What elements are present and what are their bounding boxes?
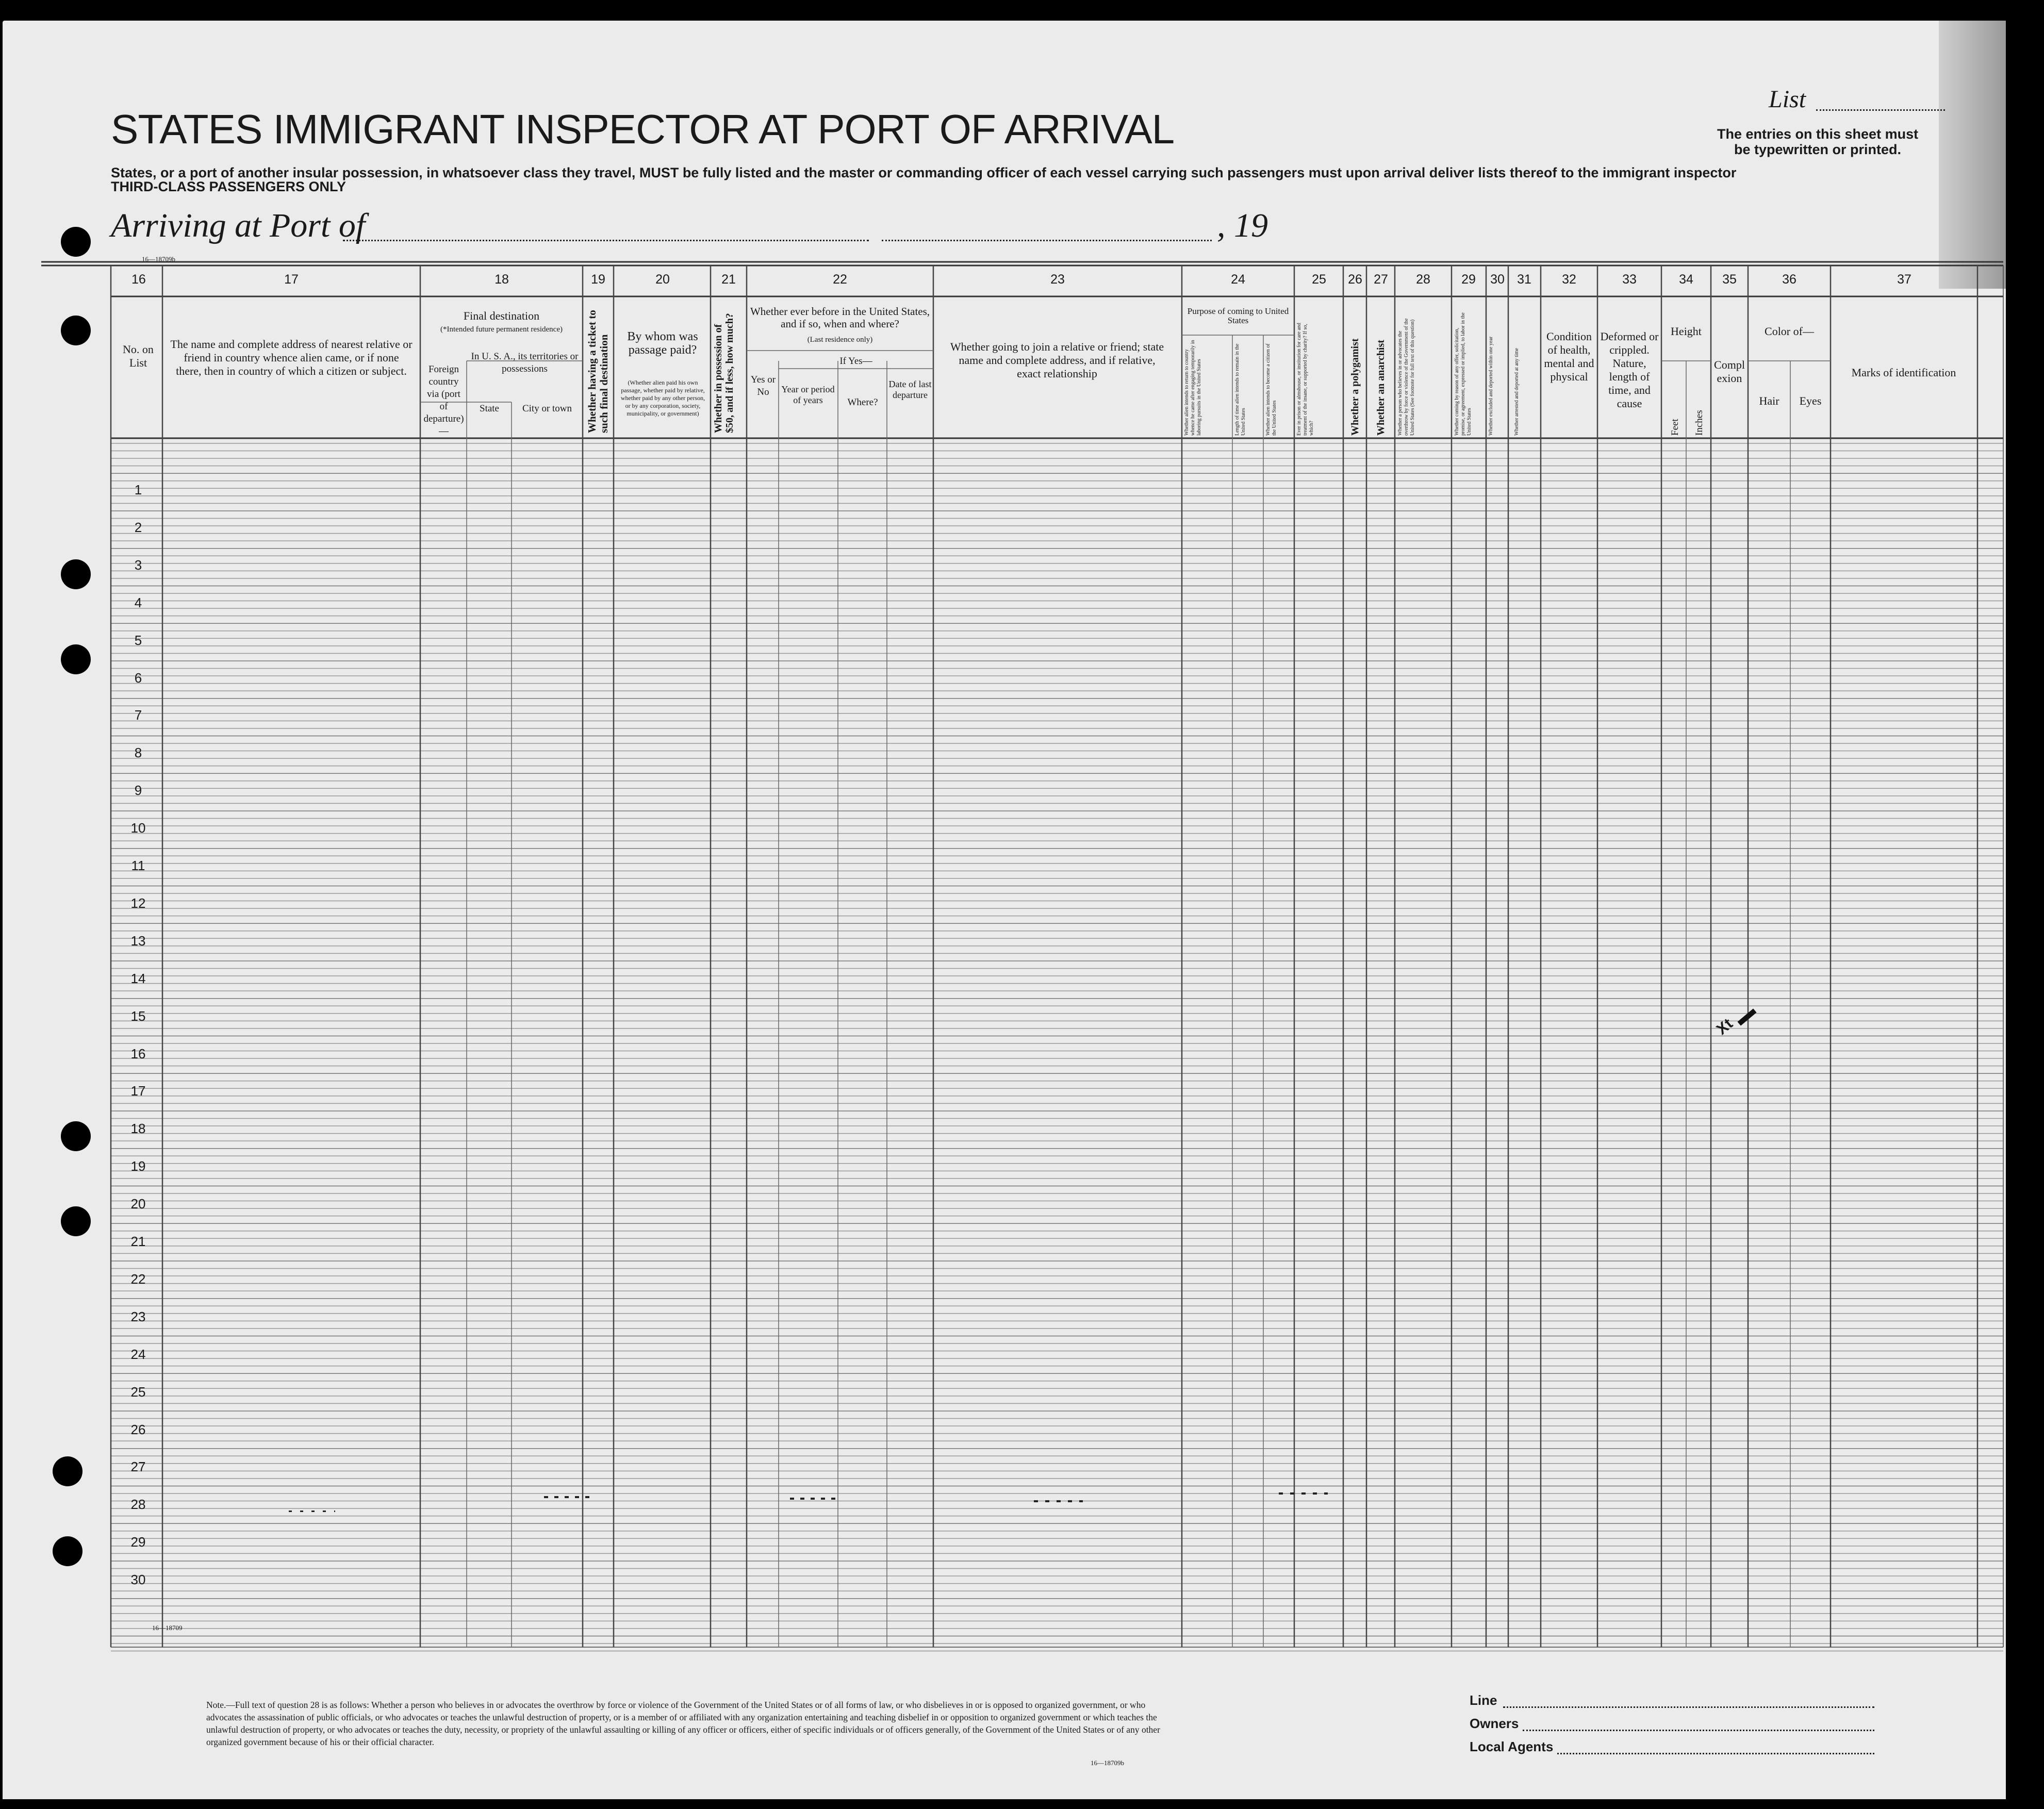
row-number: 19: [130, 1158, 146, 1174]
col-number-28: 28: [1416, 272, 1430, 287]
row-number: 18: [130, 1121, 146, 1137]
year-prefix: , 19: [1217, 207, 1268, 244]
row-number: 14: [130, 970, 146, 986]
local-agents-blank: [1557, 1753, 1874, 1754]
row-number: 25: [130, 1384, 146, 1400]
row-number: 22: [130, 1271, 146, 1287]
row-number: 23: [130, 1308, 146, 1324]
header-polygamist: Whether a polygamist: [1349, 338, 1361, 436]
class-line: THIRD-CLASS PASSENGERS ONLY: [111, 179, 347, 194]
header-nearest-relative: The name and complete address of nearest relative or friend in country whence alien came, or if none there, then in country of which a citizen or subject.: [170, 338, 413, 377]
row-number: 13: [130, 933, 146, 949]
col-number-24: 24: [1231, 272, 1245, 287]
col-number-29: 29: [1461, 272, 1476, 287]
header-health: Condition of health, mental and physical: [1544, 330, 1594, 383]
header-if-yes: If Yes—: [839, 356, 872, 367]
line-label: Line: [1470, 1692, 1497, 1708]
row-number: 27: [130, 1459, 146, 1475]
header-year-period: Year or period of years: [781, 384, 835, 405]
header-fifty-dollars: Whether in possession of $50, and if less, how much?: [713, 313, 735, 433]
row-number: 3: [134, 557, 142, 573]
row-number: 8: [134, 745, 142, 761]
owners-label: Owners: [1470, 1716, 1519, 1731]
arriving-label: Arriving at Port of: [111, 207, 366, 244]
header-color-of: Color of—: [1765, 325, 1814, 338]
row-number: 12: [130, 895, 146, 911]
header-ever-before: Whether ever before in the United States, and if so, when and where?: [750, 305, 930, 330]
header-marks: Marks of identification: [1851, 366, 1956, 379]
header-overthrow: Whether a person who believes in or advocates the overthrow by force or violence of the Government of the United States (See footnote for full text of this question): [1397, 318, 1415, 436]
dot-mark: [790, 1498, 839, 1500]
owners-blank: [1523, 1730, 1874, 1731]
header-inches: Inches: [1694, 410, 1705, 436]
col-number-17: 17: [284, 272, 299, 287]
header-deformed: Deformed or crippled. Nature, length of time, and cause: [1600, 330, 1659, 410]
header-state: State: [480, 403, 499, 414]
header-foreign-country: Foreign country via (port of departure)—: [423, 364, 464, 437]
header-feet: Feet: [1670, 419, 1680, 436]
header-arrested: Whether arrested and deported at any time: [1514, 348, 1520, 436]
row-number: 29: [130, 1534, 146, 1550]
header-passage-paid: By whom was passage paid?: [627, 330, 698, 357]
header-where: Where?: [847, 397, 878, 408]
page-subtitle: States, or a port of another insular possession, in whatsoever class they travel, MUST be fully listed and the master or commanding officer of each vessel carrying such passengers must upon arrival deliver lists thereof to the immigrant inspector: [111, 165, 1737, 180]
row-number: 6: [134, 670, 142, 686]
row-number: 26: [130, 1421, 146, 1437]
header-purpose-citizen: Whether alien intends to become a citizen of the United States: [1265, 343, 1277, 436]
header-ticket: Whether having a ticket to such final destination: [586, 310, 610, 433]
header-final-destination: Final destination: [463, 309, 540, 322]
row-number: 20: [130, 1196, 146, 1212]
row-number: 4: [134, 594, 142, 610]
header-purpose: Purpose of coming to United States: [1187, 306, 1289, 325]
header-final-destination-note: (*Intended future permanent residence): [440, 325, 563, 334]
footnote-code: 16—18709b: [1091, 1759, 1124, 1767]
line-blank: [1503, 1706, 1874, 1708]
col-number-19: 19: [591, 272, 605, 287]
header-labor-offer: Whether coming by reason of any offer, solicitation, promise, or agreement, expressed or implied, to labor in the United States: [1454, 312, 1472, 436]
col-number-37: 37: [1897, 272, 1911, 287]
header-excluded: Whether excluded and deported within one year: [1488, 336, 1494, 436]
col-number-20: 20: [655, 272, 670, 287]
header-city-or-town: City or town: [522, 403, 572, 414]
bottom-form-code: 16—18709: [152, 1624, 183, 1632]
row-number: 30: [130, 1572, 146, 1588]
row-number: 11: [131, 858, 145, 873]
row-number: 5: [134, 632, 142, 648]
col-number-21: 21: [721, 272, 736, 287]
header-hair: Hair: [1759, 394, 1779, 407]
row-number: 2: [134, 519, 142, 535]
header-eyes: Eyes: [1799, 394, 1822, 407]
header-date-departure: Date of last departure: [888, 379, 932, 400]
row-number: 21: [130, 1234, 146, 1249]
header-anarchist: Whether an anarchist: [1375, 340, 1387, 436]
row-number: 24: [130, 1346, 146, 1362]
row-number: 9: [134, 783, 142, 799]
list-label: List: [1769, 86, 1806, 113]
entries-note: The entries on this sheet must be typewritten or printed.: [1717, 126, 1919, 157]
page-title: STATES IMMIGRANT INSPECTOR AT PORT OF ARRIVAL: [111, 106, 1175, 152]
row-number: 16: [130, 1045, 146, 1061]
dot-mark: [1034, 1500, 1083, 1502]
header-no-on-list: No. on List: [123, 343, 154, 369]
col-number-33: 33: [1622, 272, 1637, 287]
col-number-34: 34: [1679, 272, 1693, 287]
col-number-18: 18: [494, 272, 509, 287]
header-purpose-return: Whether alien intends to return to country whence he came after engaging temporarily in laboring pursuits in the United States: [1184, 340, 1202, 436]
header-height: Height: [1671, 325, 1702, 338]
row-number: 17: [130, 1083, 146, 1099]
col-number-36: 36: [1782, 272, 1796, 287]
stamp-mark: Xt: [1713, 1015, 1736, 1038]
col-number-30: 30: [1490, 272, 1505, 287]
col-number-23: 23: [1050, 272, 1065, 287]
header-yes-or-no: Yes or No: [750, 374, 776, 397]
col-number-16: 16: [131, 272, 146, 287]
footnote-question-28: Note.—Full text of question 28 is as follows: Whether a person who believes in or advocates the overthrow by force or violence of the Government of the United States or of all forms of law, or who disbelieves in or is opposed to organized government, or who advocates the assassination of public officials, or who advocates or teaches the unlawful destruction of property, or is a member of or affiliated with any organization entertaining and teaching disbelief in or opposition to organized government or which teaches the unlawful destruction of property, or who advocates or teaches the duty, necessity, or propriety of the unlawful assaulting or killing of any officer or officers, either of specific individuals or of officers generally, of the Government of the United States or of any other organized government because of his or their official character.: [206, 1700, 1160, 1747]
col-number-25: 25: [1312, 272, 1326, 287]
header-ever-before-note: (Last residence only): [807, 336, 873, 344]
col-number-27: 27: [1374, 272, 1388, 287]
dot-mark: [289, 1511, 335, 1512]
form-code: 16—18709b: [142, 255, 175, 263]
row-number: 15: [130, 1008, 146, 1024]
row-number: 10: [130, 820, 146, 836]
dot-mark: [544, 1496, 593, 1498]
header-passage-paid-note: (Whether alien paid his own passage, whether paid by relative, whether paid by any other person, or by any corporation, society, municipality, or government): [620, 379, 705, 417]
row-number: 1: [134, 482, 142, 497]
header-in-usa: In U. S. A., its territories or possessions: [471, 351, 579, 374]
header-purpose-length: Length of time alien intends to remain in the United States: [1234, 343, 1246, 436]
col-number-22: 22: [833, 272, 847, 287]
header-join-relative: Whether going to join a relative or friend; state name and complete address, and if relative, exact relationship: [950, 340, 1164, 380]
header-prison: Ever in prison or almshouse, or institution for care and treatment of the insane, or supported by charity? If so, which?: [1296, 323, 1314, 436]
local-agents-label: Local Agents: [1470, 1739, 1554, 1754]
header-complexion: Complexion: [1714, 358, 1745, 385]
row-number: 28: [130, 1497, 146, 1513]
dot-mark: [1279, 1492, 1328, 1495]
col-number-26: 26: [1348, 272, 1362, 287]
col-number-32: 32: [1562, 272, 1576, 287]
col-number-35: 35: [1722, 272, 1737, 287]
col-number-31: 31: [1517, 272, 1531, 287]
row-number: 7: [134, 707, 142, 723]
